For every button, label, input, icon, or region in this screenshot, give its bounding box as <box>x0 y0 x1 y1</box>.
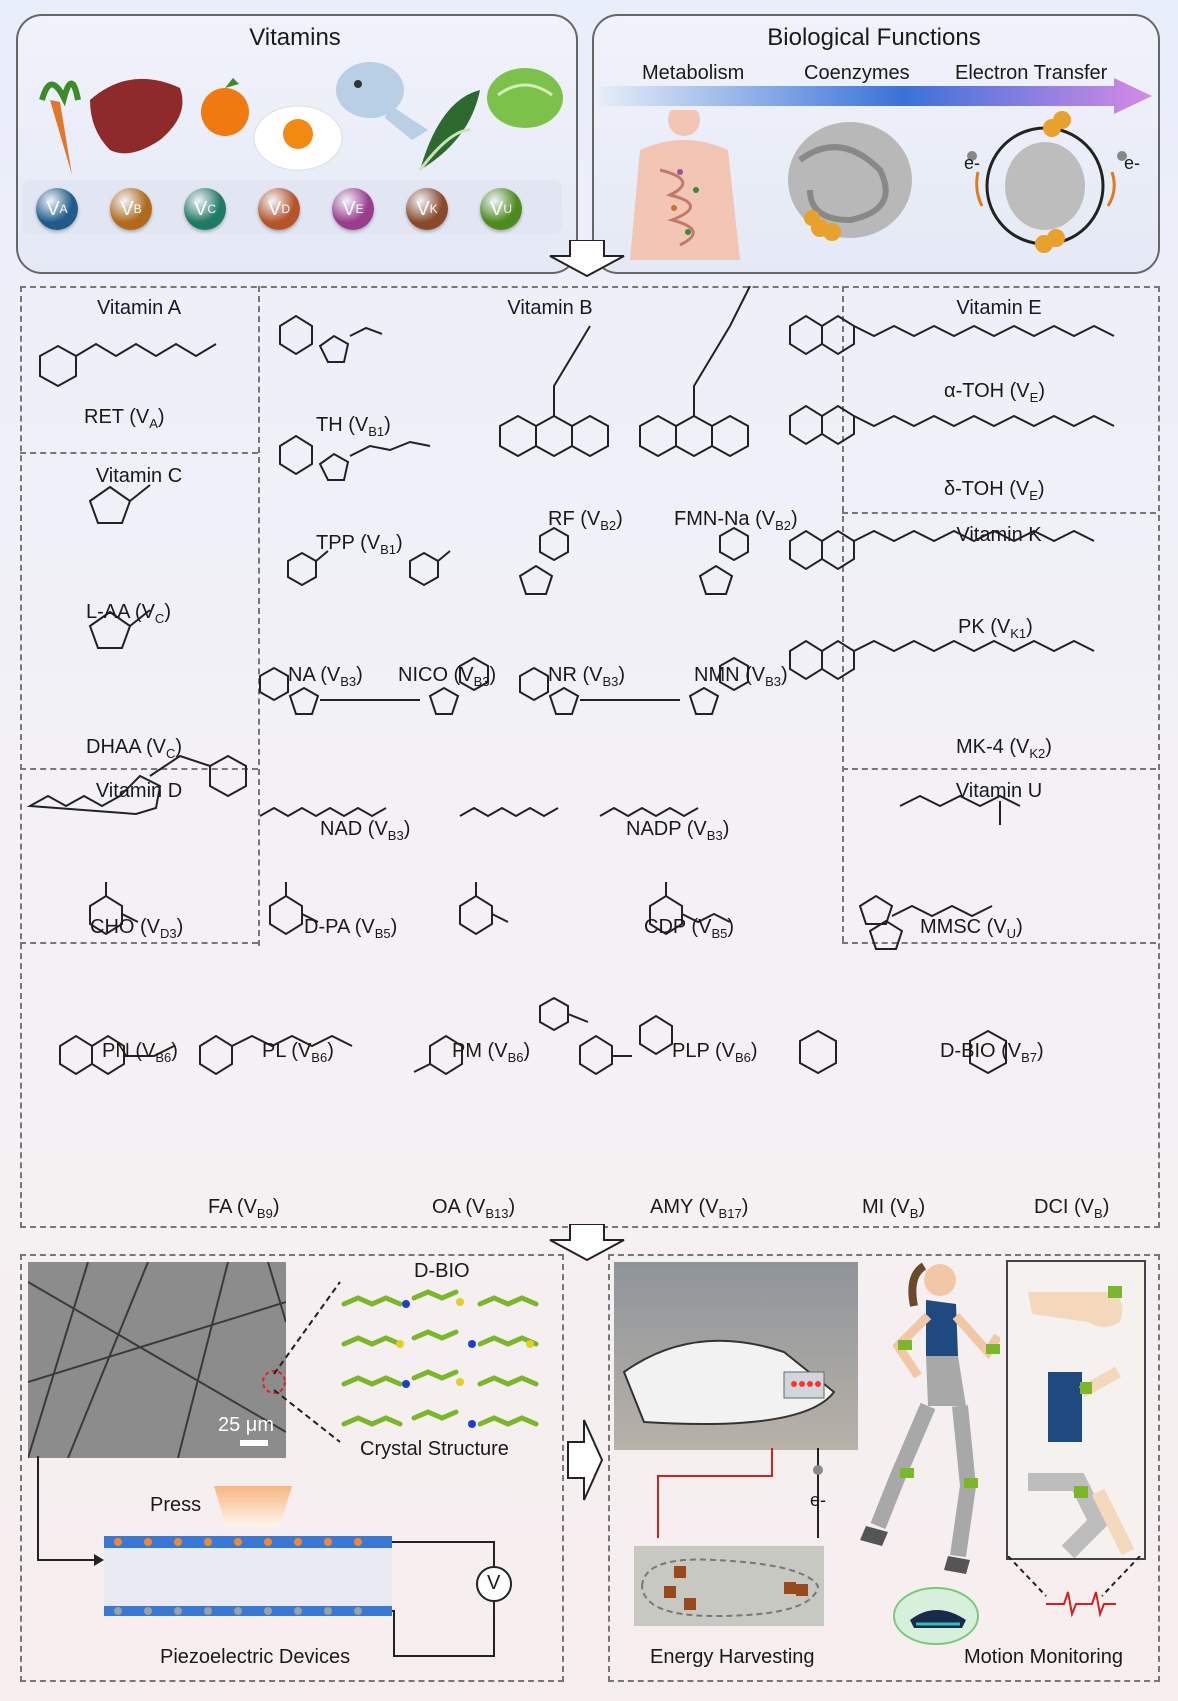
compound-name: CDP <box>644 916 686 938</box>
compound-label-fmn <box>674 508 798 533</box>
electron-label-left: e- <box>964 153 981 173</box>
compound-paren: (V <box>129 601 155 623</box>
compound-name: PM <box>452 1040 482 1062</box>
compound-paren: ) <box>157 406 165 428</box>
function-electron-transfer: Electron Transfer <box>955 62 1108 84</box>
compound-label-nico <box>398 664 496 689</box>
compound-paren: ) <box>1045 736 1052 758</box>
compound-label-laa <box>86 601 171 626</box>
compound-subscript: B7 <box>1021 1050 1038 1065</box>
compound-label-na <box>288 664 363 689</box>
compound-paren: ) <box>1037 478 1045 500</box>
compound-paren: ) <box>781 664 788 686</box>
compound-paren: ) <box>508 1196 516 1218</box>
compound-label-nr <box>548 664 625 689</box>
compound-paren: (V <box>349 916 375 938</box>
compound-name: D-PA <box>304 916 350 938</box>
function-metabolism: Metabolism <box>642 62 745 84</box>
compound-label-th <box>316 414 391 439</box>
compound-paren: ) <box>390 916 398 938</box>
compound-name: FA <box>208 1196 232 1218</box>
compound-label-dhaa <box>86 736 182 761</box>
compound-label-plp <box>672 1040 758 1065</box>
compound-paren: ) <box>175 736 183 758</box>
compound-subscript: C <box>154 611 165 626</box>
compound-paren: ) <box>722 818 730 840</box>
compound-name: MMSC <box>920 916 982 938</box>
compound-subscript: E <box>1029 488 1038 503</box>
compound-paren: ) <box>1026 616 1033 638</box>
compound-name: MK-4 <box>956 736 1004 758</box>
compound-paren: (V <box>981 916 1007 938</box>
th-structure <box>280 316 382 362</box>
compound-paren: (V <box>685 916 712 938</box>
carrot-icon <box>42 83 78 175</box>
electron-transfer-icon <box>967 111 1127 253</box>
compound-paren: (V <box>749 508 776 530</box>
compound-name: NMN <box>694 664 740 686</box>
laa-structure <box>90 485 150 523</box>
compound-paren: ) <box>1016 916 1023 938</box>
group-title-vitamin-k: Vitamin K <box>956 524 1042 546</box>
compound-paren: (V <box>692 1196 719 1218</box>
compound-subscript: B6 <box>735 1050 751 1065</box>
compound-paren: (V <box>1004 380 1030 402</box>
compound-paren: ) <box>1102 1196 1110 1218</box>
compound-name: RF <box>548 508 575 530</box>
orange-icon <box>201 78 249 136</box>
compound-name: OA <box>432 1196 460 1218</box>
compound-paren: ) <box>1038 380 1045 402</box>
compound-paren: (V <box>231 1196 257 1218</box>
functions-title: Biological Functions <box>767 24 981 51</box>
compound-paren: (V <box>285 1040 312 1062</box>
compound-name: CHO <box>90 916 135 938</box>
protein-coenzyme-icon <box>788 122 912 241</box>
vitamin-badge-e <box>332 188 374 230</box>
compound-paren: (V <box>140 736 167 758</box>
compound-paren: ) <box>327 1040 334 1062</box>
compound-paren: ) <box>164 601 171 623</box>
compound-paren: (V <box>1068 1196 1095 1218</box>
badge-subscript: C <box>207 202 216 216</box>
compound-label-fa <box>208 1196 280 1221</box>
compound-paren: (V <box>354 532 381 554</box>
group-title-vitamin-u: Vitamin U <box>955 780 1043 802</box>
compound-name: PN <box>102 1040 130 1062</box>
compound-paren: (V <box>576 664 603 686</box>
compound-paren: (V <box>314 664 341 686</box>
down-arrow-icon <box>548 240 626 278</box>
vitamin-badge-u <box>480 188 522 230</box>
compound-paren: (V <box>134 916 161 938</box>
vitamin-badge-d <box>258 188 300 230</box>
compound-paren: ) <box>171 1040 178 1062</box>
compound-subscript: C <box>166 746 176 761</box>
mi-structure <box>800 1031 836 1073</box>
runner-illustration <box>848 1256 1000 1586</box>
compound-name: δ-TOH <box>944 478 1004 500</box>
compound-subscript: B3 <box>340 674 357 689</box>
spinach-icon <box>420 90 480 170</box>
compound-paren: (V <box>129 1040 156 1062</box>
function-illustrations <box>600 110 1150 260</box>
compound-paren: (V <box>459 1196 486 1218</box>
compound-subscript: A <box>149 416 158 431</box>
vitamin-badge-k <box>406 188 448 230</box>
compound-paren: ) <box>403 818 411 840</box>
crystal-structure-label: Crystal Structure <box>360 1438 509 1460</box>
compound-paren: ) <box>523 1040 531 1062</box>
compound-paren: (V <box>1003 736 1030 758</box>
compound-name: FMN-Na <box>674 508 750 530</box>
group-title-vitamin-e: Vitamin E <box>956 297 1042 319</box>
compound-paren: ) <box>616 508 623 530</box>
signal-trace-icon <box>1006 1556 1142 1636</box>
elbow-icon <box>1048 1372 1082 1442</box>
compound-subscript: B2 <box>775 518 792 533</box>
compound-label-nmn <box>694 664 788 689</box>
dbio-crystal-title: D-BIO <box>414 1260 470 1282</box>
compound-name: RET <box>84 406 124 428</box>
compound-name: MI <box>862 1196 885 1218</box>
compound-name: NR <box>548 664 577 686</box>
compound-paren: (V <box>995 1040 1022 1062</box>
compound-subscript: B3 <box>602 674 619 689</box>
tpp-structure <box>280 436 430 480</box>
compound-name: PL <box>262 1040 286 1062</box>
human-body-icon <box>630 110 740 260</box>
press-label: Press <box>150 1494 202 1516</box>
body-parts-panel <box>1006 1260 1146 1560</box>
nico-structure <box>410 551 450 585</box>
compound-paren: ) <box>741 1196 749 1218</box>
mmsc-structure <box>900 796 1020 825</box>
badge-letter: V <box>489 197 504 220</box>
compound-subscript: K2 <box>1029 746 1046 761</box>
compound-label-atoh <box>944 380 1045 405</box>
badge-subscript: E <box>355 202 364 216</box>
compound-subscript: B5 <box>711 926 728 941</box>
energy-harvesting-label: Energy Harvesting <box>650 1646 815 1668</box>
compound-name: NAD <box>320 818 363 840</box>
ret-structure <box>40 344 216 386</box>
compound-paren: (V <box>362 818 388 840</box>
compound-paren: (V <box>739 664 766 686</box>
group-title-vitamin-d: Vitamin D <box>95 780 183 802</box>
compound-paren: ) <box>356 664 363 686</box>
insole-photo <box>634 1546 824 1626</box>
compound-paren: ) <box>750 1040 758 1062</box>
compound-paren: ) <box>489 664 497 686</box>
compound-paren: (V <box>448 664 474 686</box>
compound-paren: (V <box>123 406 150 428</box>
compound-label-cho <box>90 916 183 941</box>
scale-bar-label: 25 μm <box>218 1414 274 1436</box>
compound-label-oa <box>432 1196 515 1221</box>
dpa-structure <box>260 808 386 816</box>
compound-name: NADP <box>626 818 682 840</box>
cabbage-icon <box>487 68 563 128</box>
compound-label-rf <box>548 508 623 533</box>
compound-name: NICO <box>398 664 448 686</box>
compound-subscript: B <box>1094 1206 1103 1221</box>
compound-label-pl <box>262 1040 334 1065</box>
compound-name: TPP <box>316 532 355 554</box>
piezo-devices-label: Piezoelectric Devices <box>160 1646 351 1668</box>
nmn-structure <box>700 528 748 594</box>
cdp-structure <box>460 808 698 816</box>
compound-label-dci <box>1034 1196 1109 1221</box>
badge-letter: V <box>46 197 60 220</box>
compound-label-mi <box>862 1196 925 1221</box>
vitamins-title: Vitamins <box>249 24 341 51</box>
zoom-lines <box>270 1262 350 1462</box>
vitamin-badges <box>36 184 566 234</box>
badge-letter: V <box>267 197 282 220</box>
compound-paren: ) <box>384 414 391 436</box>
compound-name: D-BIO <box>940 1040 996 1062</box>
compound-paren: (V <box>1003 478 1030 500</box>
compound-paren: (V <box>709 1040 736 1062</box>
compound-subscript: B5 <box>374 926 391 941</box>
compound-paren: ) <box>727 916 735 938</box>
compound-subscript: B1 <box>368 424 385 439</box>
group-title-vitamin-b: Vitamin B <box>507 297 593 319</box>
compound-label-mmsc <box>920 916 1023 941</box>
compound-subscript: B6 <box>155 1050 172 1065</box>
compound-paren: ) <box>791 508 798 530</box>
compound-subscript: B6 <box>311 1050 328 1065</box>
dtoh-structure <box>790 406 1114 444</box>
compound-paren: (V <box>984 616 1011 638</box>
liver-icon <box>90 79 183 153</box>
compound-paren: (V <box>574 508 601 530</box>
compound-subscript: U <box>1006 926 1017 941</box>
badge-subscript: B <box>133 202 142 216</box>
fmn-structure <box>640 286 750 456</box>
motion-monitoring-label: Motion Monitoring <box>964 1646 1123 1668</box>
compound-subscript: B3 <box>473 674 490 689</box>
compound-label-dbio <box>940 1040 1044 1065</box>
compound-subscript: B3 <box>765 674 782 689</box>
group-title-vitamin-c: Vitamin C <box>95 465 183 487</box>
vitamin-badge-a <box>36 188 78 230</box>
atoh-structure <box>790 316 1114 354</box>
compound-subscript: B13 <box>485 1206 509 1221</box>
electron-label-right: e- <box>1124 153 1141 173</box>
compound-name: TH <box>316 414 343 436</box>
function-coenzymes: Coenzymes <box>804 62 910 84</box>
compound-paren: ) <box>1037 1040 1044 1062</box>
compound-paren: ) <box>176 916 184 938</box>
pk-structure <box>790 531 1094 569</box>
right-arrow-icon <box>566 1418 604 1502</box>
badge-letter: V <box>342 197 356 220</box>
badge-subscript: D <box>281 202 290 216</box>
compound-paren: ) <box>918 1196 926 1218</box>
compound-label-dtoh <box>944 478 1045 503</box>
egg-icon <box>254 106 342 170</box>
badge-subscript: K <box>429 202 438 216</box>
group-title-vitamin-a: Vitamin A <box>96 297 182 319</box>
compound-name: L-AA <box>86 601 130 623</box>
compound-paren: ) <box>272 1196 280 1218</box>
compound-paren: ) <box>618 664 626 686</box>
compound-paren: (V <box>681 818 707 840</box>
compound-paren: (V <box>482 1040 508 1062</box>
badge-letter: V <box>416 197 430 220</box>
compound-name: DCI <box>1034 1196 1069 1218</box>
pm-structure <box>460 882 508 934</box>
compound-paren: (V <box>884 1196 910 1218</box>
crystal-structure-image <box>340 1284 552 1434</box>
compound-label-nad <box>320 818 410 843</box>
vitamin-badge-c <box>184 188 226 230</box>
piezo-device-diagram <box>28 1456 548 1666</box>
compound-name: PK <box>958 616 985 638</box>
compound-label-cdp <box>644 916 734 941</box>
fish-icon <box>336 62 428 140</box>
badge-letter: V <box>120 197 134 220</box>
compound-name: AMY <box>650 1196 693 1218</box>
compound-name: DHAA <box>86 736 141 758</box>
mk4-structure <box>790 641 1094 679</box>
electron-label: e- <box>810 1490 827 1510</box>
compound-subscript: B2 <box>600 518 617 533</box>
amy-structure <box>540 998 672 1074</box>
compound-label-pm <box>452 1040 530 1065</box>
rf-structure <box>500 326 608 456</box>
cho-structure <box>30 756 246 814</box>
nr-structure <box>520 528 568 594</box>
compound-label-pn <box>102 1040 178 1065</box>
compound-subscript: B <box>909 1206 919 1221</box>
compound-subscript: B1 <box>380 542 397 557</box>
compound-subscript: E <box>1029 390 1039 405</box>
compound-paren: (V <box>342 414 369 436</box>
compound-subscript: D3 <box>160 926 177 941</box>
compound-subscript: B17 <box>718 1206 742 1221</box>
compound-name: PLP <box>672 1040 710 1062</box>
compound-subscript: B3 <box>706 828 723 843</box>
shoe-photo <box>614 1262 858 1450</box>
food-illustrations <box>20 60 580 180</box>
badge-subscript: U <box>503 202 512 216</box>
compound-paren: ) <box>396 532 403 554</box>
compound-label-mk4 <box>956 736 1052 761</box>
compound-label-tpp <box>316 532 403 557</box>
compound-name: α-TOH <box>944 380 1005 402</box>
compound-label-amy <box>650 1196 748 1221</box>
compound-subscript: B9 <box>256 1206 273 1221</box>
badge-subscript: A <box>59 202 68 216</box>
compound-label-nadp <box>626 818 729 843</box>
voltmeter-label: V <box>487 1572 501 1594</box>
compound-label-ret <box>84 406 165 431</box>
badge-letter: V <box>193 197 208 220</box>
compound-label-pk <box>958 616 1033 641</box>
compound-subscript: B6 <box>507 1050 524 1065</box>
vitamin-badge-b <box>110 188 152 230</box>
compound-label-dpa <box>304 916 397 941</box>
shoe-zoom-icon <box>886 1580 986 1652</box>
compound-subscript: B3 <box>387 828 404 843</box>
compound-subscript: K1 <box>1010 626 1027 641</box>
compound-name: NA <box>288 664 315 686</box>
